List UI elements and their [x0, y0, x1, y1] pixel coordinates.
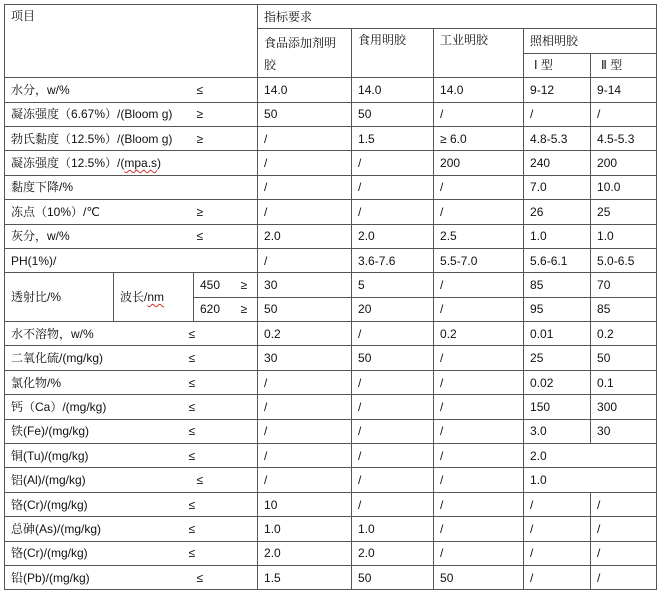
cell: 14.0: [434, 78, 524, 102]
row-operator: ≤: [188, 424, 196, 439]
cell: 3.0: [524, 419, 591, 443]
row-label: 氯化物/%: [11, 375, 62, 390]
row-label: PH(1%)/: [11, 253, 57, 268]
cell: 50: [258, 102, 352, 126]
row-operator: ≤: [196, 82, 204, 97]
table-row: [5, 175, 657, 199]
cell: /: [524, 102, 591, 126]
cell: /: [352, 444, 434, 468]
row-operator: ≥: [240, 277, 248, 292]
requirement-header: 指标要求: [258, 5, 657, 29]
cell: 70: [591, 273, 657, 297]
table-row: [5, 370, 657, 394]
cell: 1.0: [524, 224, 591, 248]
type2-header: Ⅱ 型: [591, 53, 657, 77]
cell: /: [434, 175, 524, 199]
cell: 0.1: [591, 370, 657, 394]
cell: /: [524, 565, 591, 589]
row-operator: ≥: [196, 204, 204, 219]
cell: /: [434, 370, 524, 394]
cell: /: [434, 273, 524, 297]
cell: 240: [524, 151, 591, 175]
table-row: [5, 419, 657, 443]
table-row: [5, 273, 657, 297]
cell: 1.0: [258, 517, 352, 541]
row-label-cell: [5, 419, 258, 443]
row-label-prefix: 凝冻强度（12.5%）/(: [11, 156, 125, 171]
cell: 200: [591, 151, 657, 175]
row-label-cell: [5, 492, 258, 516]
cell: 4.8-5.3: [524, 126, 591, 150]
cell: /: [591, 517, 657, 541]
cell: /: [434, 102, 524, 126]
cell: 50: [352, 102, 434, 126]
cell: /: [258, 151, 352, 175]
table-row: [5, 541, 657, 565]
row-label: 铁(Fe)/(mg/kg): [11, 424, 90, 439]
cell: 30: [258, 273, 352, 297]
wavelength-prefix: 波长/: [120, 290, 148, 305]
cell: 5.0-6.5: [591, 248, 657, 272]
table-row: [5, 492, 657, 516]
cell: 2.0: [258, 224, 352, 248]
row-label: 铜(Tu)/(mg/kg): [11, 448, 89, 463]
row-label-cell: [5, 370, 258, 394]
table-row: [5, 468, 657, 492]
cell: 0.2: [434, 322, 524, 346]
cell: /: [258, 126, 352, 150]
cell: /: [258, 419, 352, 443]
row-operator: ≤: [188, 399, 196, 414]
cell: 3.6-7.6: [352, 248, 434, 272]
cell: /: [434, 346, 524, 370]
cell: 2.0: [352, 541, 434, 565]
row-label: 二氧化硫/(mg/kg): [11, 351, 104, 366]
row-label: 铝(Al)/(mg/kg): [11, 473, 86, 488]
row-label: 铬(Cr)/(mg/kg): [11, 497, 88, 512]
cell: /: [434, 419, 524, 443]
row-label-suffix: ): [157, 156, 162, 171]
cell: 1.0: [524, 468, 657, 492]
row-label-cell: [5, 126, 258, 150]
table-row: [5, 102, 657, 126]
row-operator: ≤: [188, 326, 196, 341]
cell: /: [434, 517, 524, 541]
row-label-cell: [5, 175, 258, 199]
type1-header: Ⅰ 型: [524, 53, 591, 77]
row-label-cell: [5, 346, 258, 370]
cell: 5.6-6.1: [524, 248, 591, 272]
table-row: [5, 565, 657, 589]
cell: /: [434, 444, 524, 468]
row-label: 黏度下降/%: [11, 180, 74, 195]
cell: 0.01: [524, 322, 591, 346]
row-operator: ≤: [196, 570, 204, 585]
cell: /: [434, 541, 524, 565]
cell: 95: [524, 297, 591, 321]
row-label-cell: [5, 151, 258, 175]
row-label-cell: [5, 224, 258, 248]
cell: /: [591, 492, 657, 516]
transmittance-label: 透射比/%: [5, 273, 114, 322]
cell: 7.0: [524, 175, 591, 199]
cell: 30: [591, 419, 657, 443]
cell: 0.02: [524, 370, 591, 394]
cell: 9-14: [591, 78, 657, 102]
item-header: 项目: [5, 5, 258, 78]
table-row: [5, 395, 657, 419]
wavelength-value: 450: [200, 277, 221, 292]
row-label-cell: [5, 78, 258, 102]
row-label: 勃氏黏度（12.5%）/(Bloom g): [11, 131, 173, 146]
cell: /: [434, 468, 524, 492]
cell: /: [352, 492, 434, 516]
table-row: [5, 517, 657, 541]
row-label: 总砷(As)/(mg/kg): [11, 521, 102, 536]
cell: 300: [591, 395, 657, 419]
cell: 0.2: [591, 322, 657, 346]
cell: 2.0: [258, 541, 352, 565]
row-label-cell: [5, 541, 258, 565]
row-label-marked: mpa.s: [124, 156, 158, 171]
row-operator: ≤: [188, 375, 196, 390]
cell: 0.2: [258, 322, 352, 346]
cell: 25: [591, 200, 657, 224]
gelatin-spec-table: [4, 4, 657, 590]
cell: /: [258, 175, 352, 199]
row-label-cell: [5, 200, 258, 224]
row-operator: ≤: [188, 521, 196, 536]
industrial-header: 工业明胶: [434, 29, 524, 78]
row-operator: ≥: [196, 131, 204, 146]
cell: 30: [258, 346, 352, 370]
cell: 26: [524, 200, 591, 224]
row-label: 水不溶物，w/%: [11, 326, 94, 341]
cell: /: [352, 370, 434, 394]
cell: /: [434, 297, 524, 321]
row-label: 凝冻强度（6.67%）/(Bloom g): [11, 107, 173, 122]
cell: 9-12: [524, 78, 591, 102]
cell: 10.0: [591, 175, 657, 199]
cell: 1.0: [352, 517, 434, 541]
row-label-cell: [5, 468, 258, 492]
cell: 1.0: [591, 224, 657, 248]
cell: 50: [434, 565, 524, 589]
cell: /: [258, 200, 352, 224]
photographic-header: 照相明胶: [524, 29, 657, 53]
table-row: [5, 126, 657, 150]
row-label: 水分，w/%: [11, 82, 70, 97]
cell: /: [434, 492, 524, 516]
table-row: [5, 151, 657, 175]
row-label-cell: [5, 102, 258, 126]
row-operator: ≤: [196, 229, 204, 244]
row-operator: ≤: [188, 497, 196, 512]
cell: 1.5: [352, 126, 434, 150]
cell: /: [258, 468, 352, 492]
table-row: [5, 322, 657, 346]
cell: 10: [258, 492, 352, 516]
cell: 14.0: [258, 78, 352, 102]
wavelength-value: 620: [200, 302, 221, 317]
row-label: [11, 156, 161, 170]
row-label: 灰分，w/%: [11, 229, 70, 244]
edible-header: 食用明胶: [352, 29, 434, 78]
row-operator: ≥: [240, 302, 248, 317]
cell: /: [352, 419, 434, 443]
cell: 14.0: [352, 78, 434, 102]
row-label: 钙（Ca）/(mg/kg): [11, 399, 107, 414]
cell: 150: [524, 395, 591, 419]
wavelength-cell: [194, 273, 258, 297]
cell: /: [434, 200, 524, 224]
row-label: 冻点（10%）/℃: [11, 204, 100, 219]
table-row: [5, 78, 657, 102]
cell: 50: [352, 346, 434, 370]
cell: /: [591, 565, 657, 589]
cell: /: [591, 102, 657, 126]
food-additive-header: 食品添加剂明胶: [258, 29, 352, 78]
table-row: [5, 224, 657, 248]
cell: 2.0: [524, 444, 657, 468]
table-row: [5, 248, 657, 272]
row-label: 铅(Pb)/(mg/kg): [11, 570, 90, 585]
cell: /: [352, 468, 434, 492]
row-operator: ≥: [196, 107, 204, 122]
cell: /: [524, 492, 591, 516]
cell: /: [434, 395, 524, 419]
row-operator: ≤: [188, 448, 196, 463]
cell: 2.0: [352, 224, 434, 248]
cell: /: [352, 200, 434, 224]
cell: /: [352, 322, 434, 346]
row-label-cell: [5, 322, 258, 346]
cell: 85: [591, 297, 657, 321]
cell: /: [524, 541, 591, 565]
row-label: 铬(Cr)/(mg/kg): [11, 546, 88, 561]
cell: ≥ 6.0: [434, 126, 524, 150]
row-operator: ≤: [188, 546, 196, 561]
cell: /: [258, 248, 352, 272]
cell: 5: [352, 273, 434, 297]
cell: /: [352, 151, 434, 175]
header-row-1: [5, 5, 657, 29]
row-label-cell: [5, 444, 258, 468]
cell: 20: [352, 297, 434, 321]
cell: 4.5-5.3: [591, 126, 657, 150]
cell: 50: [258, 297, 352, 321]
cell: 25: [524, 346, 591, 370]
row-operator: ≤: [188, 351, 196, 366]
cell: 85: [524, 273, 591, 297]
cell: 2.5: [434, 224, 524, 248]
table-row: [5, 200, 657, 224]
row-label-cell: [5, 395, 258, 419]
cell: /: [524, 517, 591, 541]
table-row: [5, 444, 657, 468]
cell: 50: [352, 565, 434, 589]
wavelength-unit: nm: [147, 290, 165, 305]
cell: 50: [591, 346, 657, 370]
cell: 200: [434, 151, 524, 175]
table-row: [5, 346, 657, 370]
row-operator: ≤: [196, 473, 204, 488]
cell: /: [591, 541, 657, 565]
cell: 1.5: [258, 565, 352, 589]
cell: /: [258, 395, 352, 419]
wavelength-label: [114, 273, 194, 322]
row-label-cell: [5, 565, 258, 589]
cell: /: [258, 444, 352, 468]
cell: 5.5-7.0: [434, 248, 524, 272]
cell: /: [352, 175, 434, 199]
row-label-cell: [5, 248, 258, 272]
wavelength-cell: [194, 297, 258, 321]
cell: /: [352, 395, 434, 419]
row-label-cell: [5, 517, 258, 541]
cell: /: [258, 370, 352, 394]
